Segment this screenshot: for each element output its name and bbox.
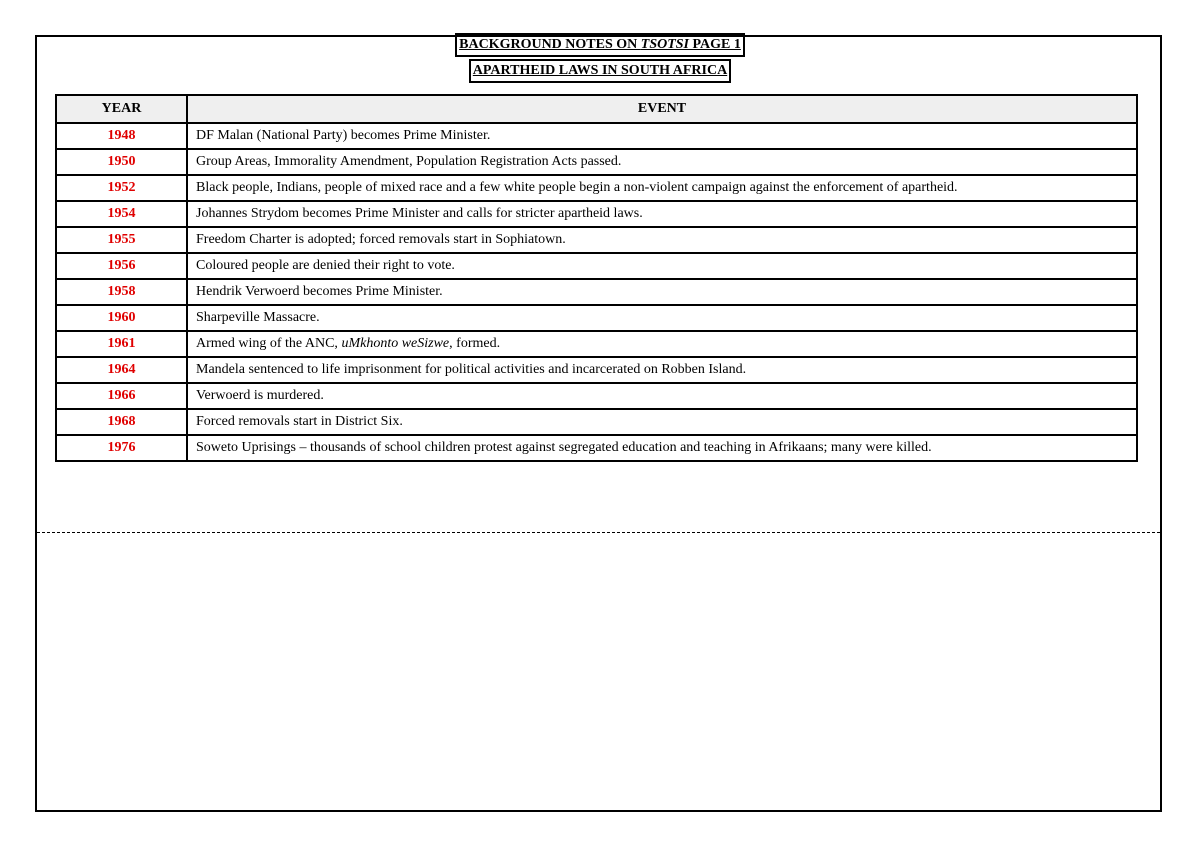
year-cell: 1952 bbox=[56, 175, 187, 201]
event-cell: Freedom Charter is adopted; forced removals start in Sophiatown. bbox=[187, 227, 1137, 253]
table-row bbox=[56, 357, 1137, 383]
year-cell: 1950 bbox=[56, 149, 187, 175]
year-cell: 1966 bbox=[56, 383, 187, 409]
page-subtitle: APARTHEID LAWS IN SOUTH AFRICA bbox=[469, 59, 731, 83]
table-header-row bbox=[56, 95, 1137, 123]
table-row bbox=[56, 383, 1137, 409]
year-cell: 1960 bbox=[56, 305, 187, 331]
event-cell: Mandela sentenced to life imprisonment for political activities and incarcerated on Robben Island. bbox=[187, 357, 1137, 383]
year-column-header: YEAR bbox=[56, 95, 187, 123]
table-row bbox=[56, 123, 1137, 149]
year-cell: 1964 bbox=[56, 357, 187, 383]
event-cell: Black people, Indians, people of mixed race and a few white people begin a non-violent campaign against the enforcement of apartheid. bbox=[187, 175, 1137, 201]
table-row bbox=[56, 279, 1137, 305]
table-row bbox=[56, 175, 1137, 201]
year-cell: 1958 bbox=[56, 279, 187, 305]
table-row bbox=[56, 253, 1137, 279]
year-cell: 1968 bbox=[56, 409, 187, 435]
year-cell: 1976 bbox=[56, 435, 187, 461]
event-cell: Group Areas, Immorality Amendment, Population Registration Acts passed. bbox=[187, 149, 1137, 175]
event-cell: Verwoerd is murdered. bbox=[187, 383, 1137, 409]
table-row bbox=[56, 409, 1137, 435]
table-row bbox=[56, 149, 1137, 175]
event-cell: Hendrik Verwoerd becomes Prime Minister. bbox=[187, 279, 1137, 305]
year-cell: 1948 bbox=[56, 123, 187, 149]
table-row bbox=[56, 201, 1137, 227]
events-table bbox=[55, 94, 1138, 462]
event-column-header: EVENT bbox=[187, 95, 1137, 123]
year-cell: 1956 bbox=[56, 253, 187, 279]
year-cell: 1955 bbox=[56, 227, 187, 253]
table-row bbox=[56, 227, 1137, 253]
event-cell: DF Malan (National Party) becomes Prime Minister. bbox=[187, 123, 1137, 149]
event-cell: Soweto Uprisings – thousands of school children protest against segregated education and teaching in Afrikaans; many were killed. bbox=[187, 435, 1137, 461]
event-cell: Forced removals start in District Six. bbox=[187, 409, 1137, 435]
title-block bbox=[0, 33, 1200, 83]
table-row bbox=[56, 305, 1137, 331]
table-row bbox=[56, 435, 1137, 461]
table-row bbox=[56, 331, 1137, 357]
year-cell: 1954 bbox=[56, 201, 187, 227]
event-cell: Sharpeville Massacre. bbox=[187, 305, 1137, 331]
dashed-divider bbox=[37, 532, 1160, 533]
event-cell: Armed wing of the ANC, uMkhonto weSizwe, formed. bbox=[187, 331, 1137, 357]
page-title: BACKGROUND NOTES ON TSOTSI PAGE 1 bbox=[455, 33, 745, 57]
event-cell: Johannes Strydom becomes Prime Minister and calls for stricter apartheid laws. bbox=[187, 201, 1137, 227]
event-cell: Coloured people are denied their right to vote. bbox=[187, 253, 1137, 279]
year-cell: 1961 bbox=[56, 331, 187, 357]
